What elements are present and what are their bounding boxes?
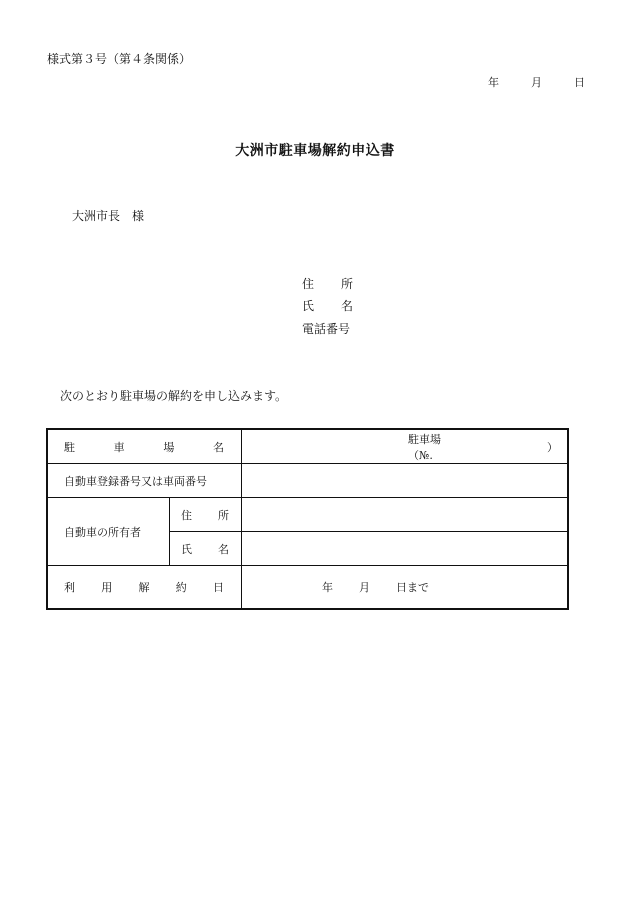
owner-label: 自動車の所有者 — [64, 525, 141, 539]
addressee: 大洲市長 様 — [72, 209, 145, 223]
document-title: 大洲市駐車場解約申込書 — [235, 143, 395, 159]
cancel-date-value[interactable]: 年 月 日まで — [322, 581, 429, 594]
vehicle-number-field[interactable] — [243, 464, 563, 497]
owner-name-field[interactable] — [243, 532, 563, 565]
applicant-address-label: 住 所 — [302, 277, 354, 291]
date-month: 月 — [531, 76, 542, 89]
date-line — [488, 74, 585, 90]
application-table — [46, 428, 569, 610]
statement: 次のとおり駐車場の解約を申し込みます。 — [60, 389, 288, 403]
vehicle-number-label: 自動車登録番号又は車両番号 — [64, 474, 207, 488]
owner-address-label: 住 所 — [181, 508, 229, 522]
cancel-date-label: 利 用 解 約 日 — [64, 581, 224, 594]
owner-address-field[interactable] — [243, 498, 563, 531]
owner-name-label: 氏 名 — [181, 542, 229, 556]
date-year: 年 — [488, 76, 499, 89]
parking-name-label: 駐 車 場 名 — [64, 440, 224, 454]
applicant-phone-label: 電話番号 — [302, 322, 351, 336]
applicant-name-label: 氏 名 — [302, 299, 354, 313]
date-day: 日 — [574, 76, 585, 89]
form-number: 様式第３号（第４条関係） — [47, 52, 192, 66]
parking-name-value[interactable]: 駐車場（№. ） — [408, 432, 558, 462]
